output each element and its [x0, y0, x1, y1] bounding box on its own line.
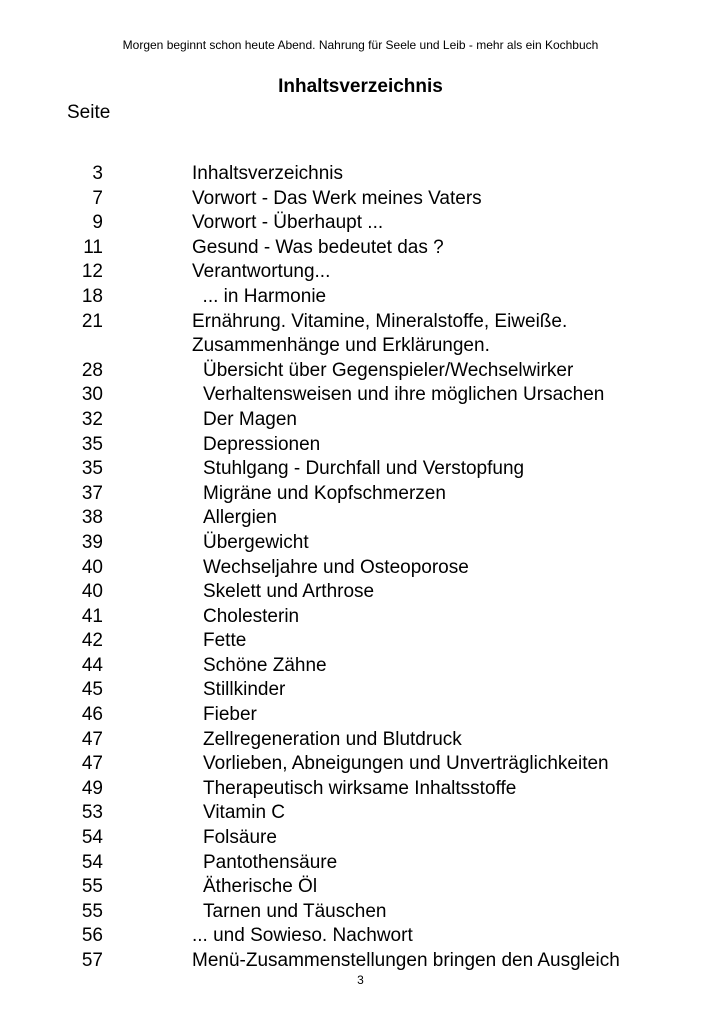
toc-entry-title: Fieber	[203, 704, 257, 726]
toc-entry-page: 35	[81, 458, 103, 480]
running-header: Morgen beginnt schon heute Abend. Nahrung für Seele und Leib - mehr als ein Kochbuch	[122, 38, 599, 52]
toc-entry	[0, 457, 721, 482]
toc-entry-title: Zellregeneration und Blutdruck	[203, 728, 462, 750]
toc-entry-page: 11	[83, 236, 103, 258]
toc-entry-title: Vorlieben, Abneigungen und Unverträglichkeiten	[203, 753, 609, 775]
toc-entry-title: Stuhlgang - Durchfall und Verstopfung	[203, 458, 525, 480]
toc-entry-page: 47	[81, 728, 103, 750]
toc-entry-page: 39	[81, 531, 103, 553]
toc-entry-page: 54	[81, 827, 103, 849]
page-column-label: Seite	[67, 102, 111, 123]
toc-entry-page: 28	[81, 359, 103, 381]
toc-entry	[0, 580, 721, 605]
toc-entry-page: 44	[81, 654, 103, 676]
toc-entry	[0, 678, 721, 703]
toc-entry-page: 49	[81, 777, 103, 799]
toc-entry-title: Migräne und Kopfschmerzen	[203, 482, 446, 504]
toc-entry-page: 40	[81, 556, 103, 578]
toc-entry	[0, 211, 721, 236]
toc-entry-title: Verhaltensweisen und ihre möglichen Ursachen	[203, 384, 605, 406]
toc-entry-title: Schöne Zähne	[203, 654, 327, 676]
toc-entry	[0, 482, 721, 507]
toc-entry	[0, 629, 721, 654]
toc-entry-title: Übersicht über Gegenspieler/Wechselwirker	[203, 359, 574, 381]
toc-entry	[0, 949, 721, 974]
toc-entry	[0, 777, 721, 802]
toc-entry-page: 53	[81, 802, 103, 824]
toc-entry-title: Der Magen	[203, 408, 297, 430]
toc-entry	[0, 826, 721, 851]
toc-entry-title: Allergien	[203, 507, 277, 529]
toc-entry-title: Skelett und Arthrose	[203, 581, 375, 603]
toc-entry	[0, 531, 721, 556]
toc-entry	[0, 924, 721, 949]
page-title: Inhaltsverzeichnis	[278, 76, 443, 97]
toc-entry-page: 54	[81, 851, 103, 873]
toc-entry-page: 35	[81, 433, 103, 455]
toc-entry-page: 30	[81, 384, 103, 406]
toc-entry-page: 40	[81, 581, 103, 603]
toc-entry-title: Wechseljahre und Osteoporose	[203, 556, 469, 578]
toc-entry-title: Vitamin C	[203, 802, 286, 824]
toc-entry-page: 38	[81, 507, 103, 529]
toc-entry-page: 55	[81, 876, 103, 898]
toc-entry-title: Stillkinder	[203, 679, 286, 701]
toc-entry	[0, 654, 721, 679]
toc-entry-page: 47	[81, 753, 103, 775]
toc-entry-title: Ätherische Öl	[203, 876, 318, 898]
toc-entry	[0, 236, 721, 261]
toc-entry	[0, 605, 721, 630]
toc-entry	[0, 900, 721, 925]
toc-entry	[0, 359, 721, 384]
page-number: 3	[357, 973, 364, 987]
toc-entry-title: Tarnen und Täuschen	[203, 900, 387, 922]
toc-entry-page: 41	[81, 605, 103, 627]
toc-entry	[0, 728, 721, 753]
toc-entry-title: Fette	[203, 630, 247, 652]
toc-entry	[0, 851, 721, 876]
toc-entry-title: ... in Harmonie	[192, 285, 327, 307]
toc-entry-title: Gesund - Was bedeutet das ?	[192, 236, 444, 258]
toc-entry	[0, 285, 721, 310]
toc-entry-page: 56	[81, 925, 103, 947]
toc-entry	[0, 334, 721, 359]
toc-entry-title: Verantwortung...	[192, 261, 331, 283]
toc-entry-title: Depressionen	[203, 433, 321, 455]
toc-entry	[0, 433, 721, 458]
toc-entry-page: 12	[81, 261, 103, 283]
toc-entry-title: Folsäure	[203, 827, 277, 849]
toc-entry-title: Menü-Zusammenstellungen bringen den Ausgleich	[192, 950, 620, 971]
toc-entry-title: Übergewicht	[203, 531, 309, 553]
toc-entry	[0, 556, 721, 581]
toc-entry-title: Vorwort - Überhaupt ...	[192, 212, 384, 234]
toc-entry-title: Cholesterin	[203, 605, 300, 627]
toc-entry-title: Inhaltsverzeichnis	[192, 163, 344, 184]
toc-entry-title: ... und Sowieso. Nachwort	[192, 925, 413, 947]
toc-entry	[0, 801, 721, 826]
toc-entry	[0, 703, 721, 728]
toc-entry	[0, 310, 721, 335]
toc-entry-page: 46	[81, 704, 103, 726]
toc-entry-page: 9	[92, 212, 103, 234]
toc-entry-page: 7	[92, 187, 103, 209]
table-of-contents	[0, 162, 721, 974]
toc-entry-page: 18	[81, 285, 103, 307]
toc-entry-title: Therapeutisch wirksame Inhaltsstoffe	[203, 777, 517, 799]
toc-entry-title: Vorwort - Das Werk meines Vaters	[192, 187, 482, 209]
toc-entry	[0, 408, 721, 433]
toc-entry-page: 45	[81, 679, 103, 701]
toc-entry	[0, 260, 721, 285]
toc-entry	[0, 875, 721, 900]
toc-entry	[0, 162, 721, 187]
toc-entry	[0, 752, 721, 777]
toc-entry-page: 37	[81, 482, 103, 504]
toc-entry-page: 57	[81, 950, 103, 971]
toc-entry-page: 55	[81, 900, 103, 922]
toc-entry	[0, 506, 721, 531]
toc-entry-title: Zusammenhänge und Erklärungen.	[192, 335, 490, 357]
toc-entry	[0, 187, 721, 212]
toc-entry-page: 3	[92, 163, 103, 184]
toc-entry-page: 42	[81, 630, 103, 652]
toc-entry-page: 32	[81, 408, 103, 430]
toc-entry-page: 21	[81, 310, 103, 332]
toc-entry	[0, 383, 721, 408]
toc-entry-title: Pantothensäure	[203, 851, 338, 873]
toc-entry-title: Ernährung. Vitamine, Mineralstoffe, Eiweiße.	[192, 310, 568, 332]
